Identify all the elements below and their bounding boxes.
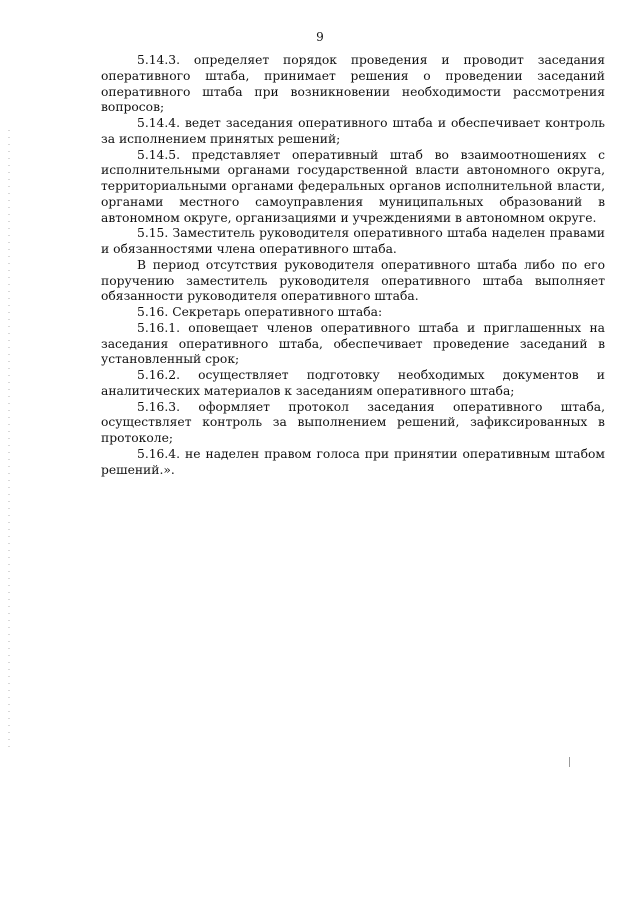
paragraph-5-16-4: 5.16.4. не наделен правом голоса при принятии оперативным штабом решений.». [101, 446, 605, 477]
scan-mark [569, 757, 570, 767]
paragraph-5-16-3: 5.16.3. оформляет протокол заседания оперативного штаба, осуществляет контроль за выполнением решений, зафиксированных в протоколе; [101, 399, 605, 445]
page-number: 9 [316, 30, 324, 44]
paragraph-deputy-duties: В период отсутствия руководителя оперативного штаба либо по его поручению заместитель руководителя оперативного штаба выполняет обязанности руководителя оперативного штаба. [101, 257, 605, 304]
margin-scan-artifact [8, 130, 10, 750]
document-body [101, 53, 605, 478]
paragraph-5-15: 5.15. Заместитель руководителя оперативного штаба наделен правами и обязанностями члена оперативного штаба. [101, 226, 605, 256]
paragraph-5-16: 5.16. Секретарь оперативного штаба: [137, 305, 383, 319]
paragraph-5-14-5: 5.14.5. представляет оперативный штаб во взаимоотношениях с исполнительными органами государственной власти автономного округа, территориальными органами федеральных органов исполнительной власти, органами местного самоуправления муниципальных образований в автономном округе, организациями и учреждениями в автономном округе. [101, 147, 605, 225]
paragraph-5-14-4: 5.14.4. ведет заседания оперативного штаба и обеспечивает контроль за исполнением принятых решений; [101, 116, 605, 146]
paragraph-5-16-2: 5.16.2. осуществляет подготовку необходимых документов и аналитических материалов к заседаниям оперативного штаба; [101, 368, 605, 398]
paragraph-5-16-1: 5.16.1. оповещает членов оперативного штаба и приглашенных на заседания оперативного штаба, обеспечивает проведение заседаний в установленный срок; [101, 320, 605, 367]
paragraph-5-14-3: 5.14.3. определяет порядок проведения и проводит заседания оперативного штаба, принимает решения о проведении заседаний оперативного штаба при возникновении необходимости рассмотрения вопросов; [101, 53, 605, 115]
